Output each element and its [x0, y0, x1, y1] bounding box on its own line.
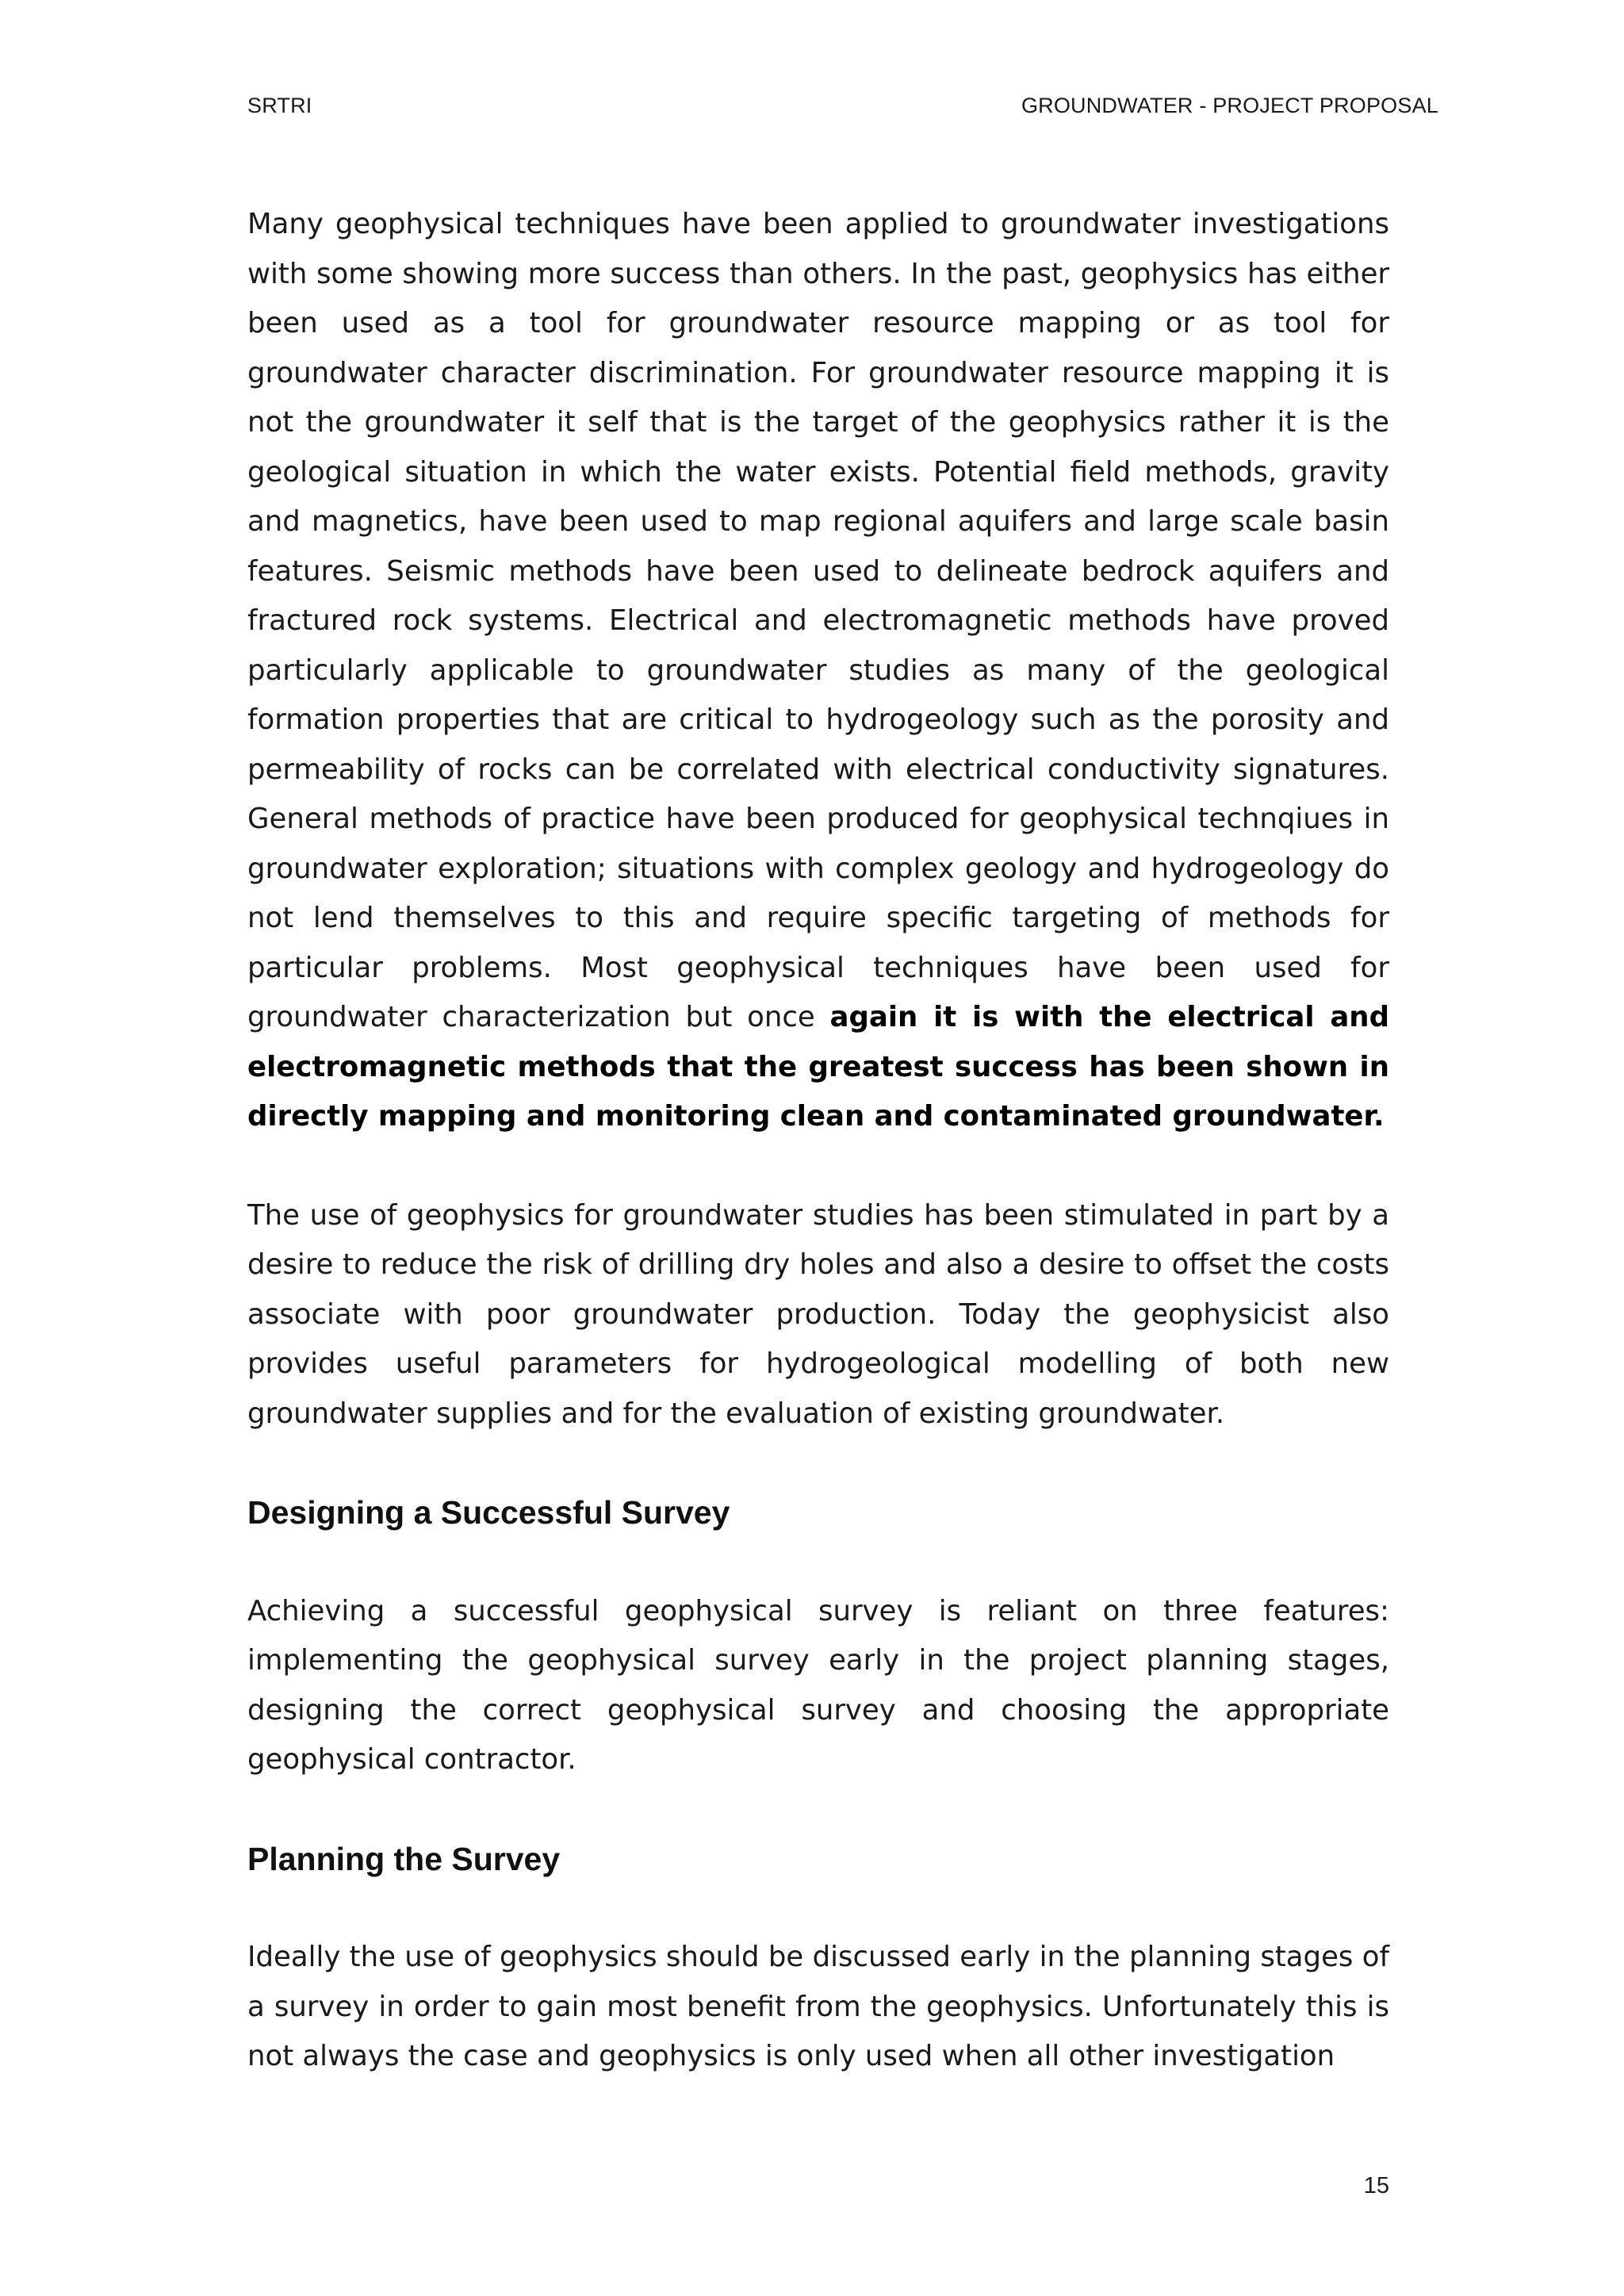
paragraph-geophysical-techniques: [247, 200, 1389, 1142]
paragraph-spacer: [247, 1785, 1389, 1834]
section-heading-planning-survey: Planning the Survey: [247, 1840, 561, 1877]
header-right-text: GROUNDWATER - PROJECT PROPOSAL: [1021, 94, 1438, 117]
paragraph-spacer: [247, 1538, 1389, 1587]
emphasized-text: again it is with the electrical and electromagnetic methods that the greatest success has been shown in directly mapping and monitoring clean and contaminated groundwater.: [247, 1001, 1389, 1133]
paragraph-geophysics-use: The use of geophysics for groundwater studies has been stimulated in part by a desire to reduce the risk of drilling dry holes and also a desire to offset the costs associate with poor groundwater production. Today the geophysicist also provides useful parameters for hydrogeological modelling of both new groundwater supplies and for the evaluation of existing groundwater.: [247, 1198, 1389, 1430]
section-heading-designing-survey: Designing a Successful Survey: [247, 1494, 730, 1531]
paragraph-planning: Ideally the use of geophysics should be discussed early in the planning stages of a survey in order to gain most benefit from the geophysics. Unfortunately this is not always the case and geophysics is only used when all other investigation: [247, 1941, 1389, 2072]
paragraph-spacer: [247, 1439, 1389, 1488]
page-number: 15: [1363, 2173, 1389, 2198]
paragraph-successful-survey: Achieving a successful geophysical survey is reliant on three features: implementing the geophysical survey early in the project planning stages, designing the correct geophysical survey and choosing the appropriate geophysical contractor.: [247, 1594, 1389, 1776]
paragraph-text: Many geophysical techniques have been applied to groundwater investigations with some showing more success than others. In the past, geophysics has either been used as a tool for groundwater resource mapping or as tool for groundwater character discrimination. For groundwater resource mapping it is not the groundwater it self that is the target of the geophysics rather it is the geological situation in which the water exists. Potential field methods, gravity and magnetics, have been used to map regional aquifers and large scale basin features. Seismic methods have been used to delineate bedrock aquifers and fractured rock systems. Electrical and electromagnetic methods have proved particularly applicable to groundwater studies as many of the geological formation properties that are critical to hydrogeology such as the porosity and permeability of rocks can be correlated with electrical conductivity signatures. General methods of practice have been produced for geophysical technqiues in groundwater exploration; situations with complex geology and hydrogeology do not lend themselves to this and require specific targeting of methods for particular problems. Most geophysical techniques have been used for groundwater characterization but once: [247, 208, 1389, 1033]
paragraph-spacer: [247, 1142, 1389, 1191]
paragraph-spacer: [247, 1884, 1389, 1933]
document-body: [247, 200, 1389, 2082]
header-left-text: SRTRI: [247, 94, 312, 117]
